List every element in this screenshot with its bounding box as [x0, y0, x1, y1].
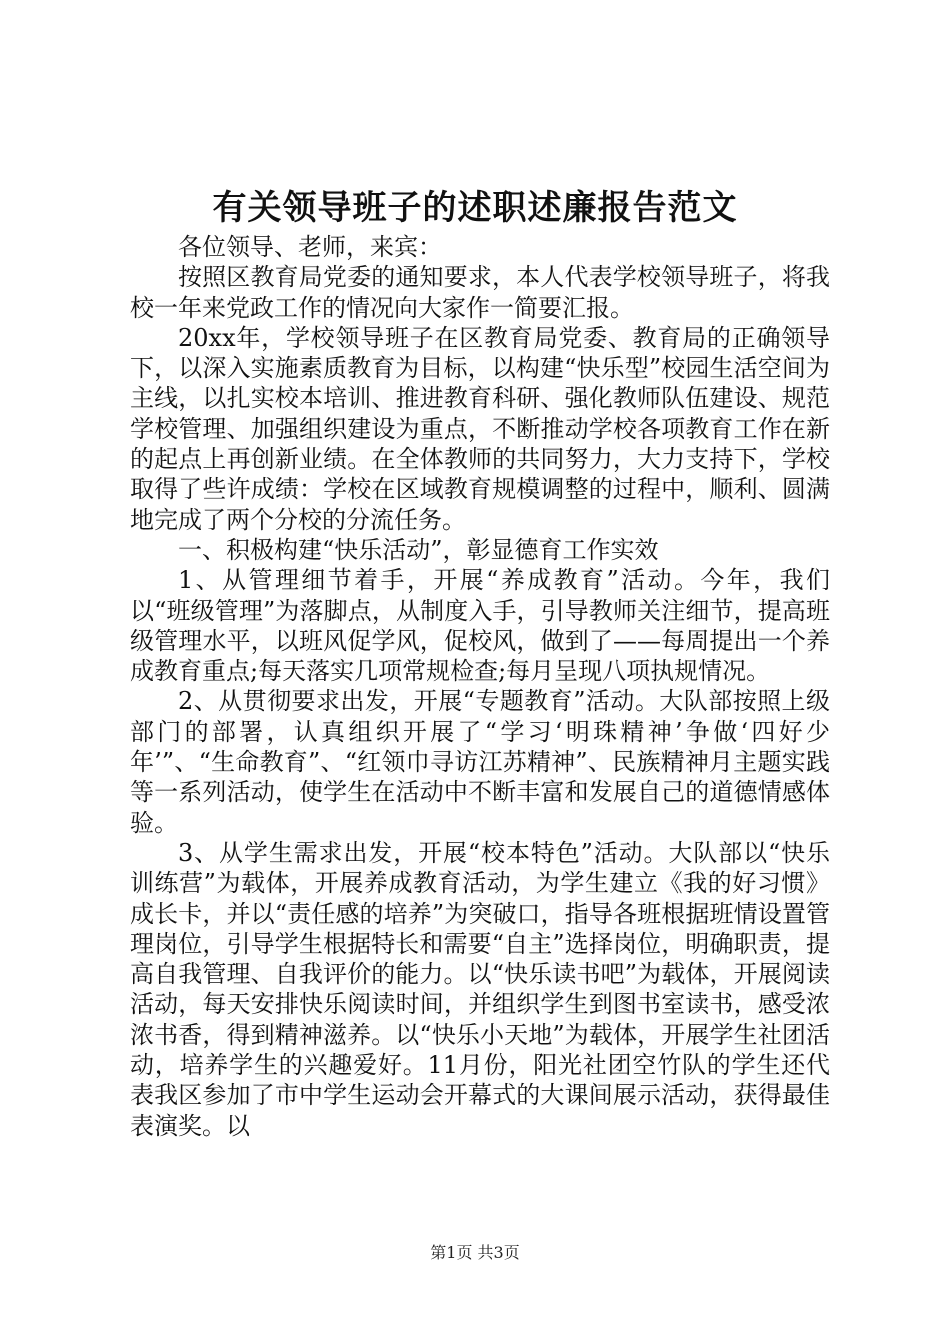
- page-number: 第1页 共3页: [430, 1243, 520, 1262]
- page-footer: [0, 1242, 950, 1264]
- item-paragraph-2: 2、从贯彻要求出发，开展“专题教育”活动。大队部按照上级部门的部署，认真组织开展了“学习‘明珠精神’争做‘四好少年’”、“生命教育”、“红领巾寻访江苏精神”、民族精神月主题实践等一系列活动，使学生在活动中不断丰富和发展自己的道德情感体验。: [130, 687, 830, 837]
- summary-paragraph: 20xx年，学校领导班子在区教育局党委、教育局的正确领导下，以深入实施素质教育为目标，以构建“快乐型”校园生活空间为主线，以扎实校本培训、推进教育科研、强化教师队伍建设、规范学校管理、加强组织建设为重点，不断推动学校各项教育工作在新的起点上再创新业绩。在全体教师的共同努力，大力支持下，学校取得了些许成绩：学校在区域教育规模调整的过程中，顺利、圆满地完成了两个分校的分流任务。: [130, 323, 830, 534]
- document-title: 有关领导班子的述职述廉报告范文: [212, 188, 738, 228]
- document-body: [130, 232, 830, 1141]
- section-heading: 一、积极构建“快乐活动”，彰显德育工作实效: [178, 535, 659, 564]
- salutation: 各位领导、老师，来宾：: [178, 233, 442, 261]
- intro-paragraph: 按照区教育局党委的通知要求，本人代表学校领导班子，将我校一年来党政工作的情况向大家作一简要汇报。: [130, 263, 830, 322]
- item-paragraph-1: 1、从管理细节着手，开展“养成教育”活动。今年，我们以“班级管理”为落脚点，从制度入手，引导教师关注细节，提高班级管理水平，以班风促学风，促校风，做到了——每周提出一个养成教育重点;每天落实几项常规检查;每月呈现八项执规情况。: [130, 566, 830, 686]
- item-paragraph-3: 3、从学生需求出发，开展“校本特色”活动。大队部以“快乐训练营”为载体，开展养成教育活动，为学生建立《我的好习惯》成长卡，并以“责任感的培养”为突破口，指导各班根据班情设置管理岗位，引导学生根据特长和需要“自主”选择岗位，明确职责，提高自我管理、自我评价的能力。以“快乐读书吧”为载体，开展阅读活动，每天安排快乐阅读时间，并组织学生到图书室读书，感受浓浓书香，得到精神滋养。以“快乐小天地”为载体，开展学生社团活动，培养学生的兴趣爱好。11月份，阳光社团空竹队的学生还代表我区参加了市中学生运动会开幕式的大课间展示活动，获得最佳表演奖。以: [130, 838, 830, 1140]
